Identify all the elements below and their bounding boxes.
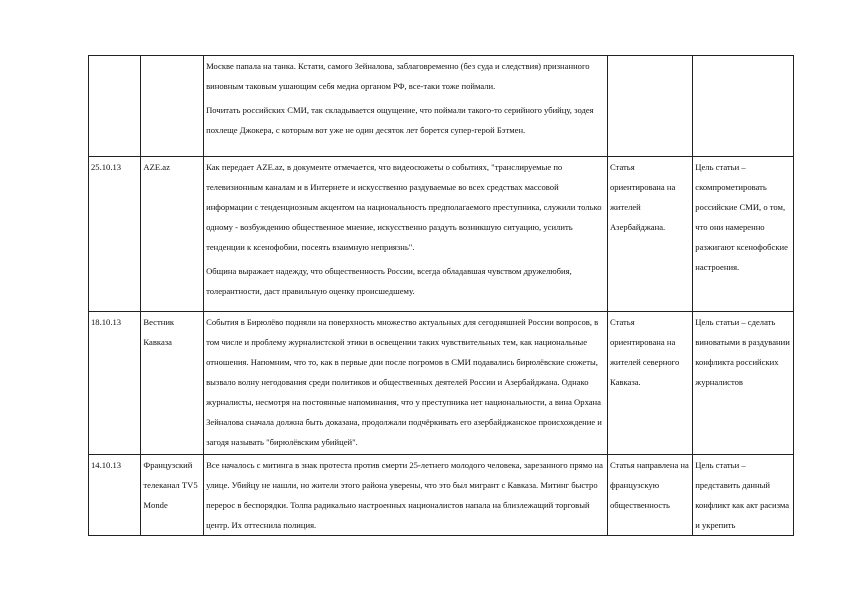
audience-cell: Статья ориентирована на жителей северного Кавказа. bbox=[607, 312, 692, 455]
text-cell bbox=[204, 157, 608, 312]
text-cell bbox=[204, 56, 608, 157]
date-cell bbox=[89, 56, 141, 157]
table-row bbox=[89, 455, 794, 536]
source-cell: Французский телеканал TV5 Monde bbox=[141, 455, 204, 536]
text-cell bbox=[204, 455, 608, 536]
audience-cell: Статья направлена на французскую общественность bbox=[607, 455, 692, 536]
text-paragraph: Община выражает надежду, что общественность России, всегда обладавшая чувством дружелюбия, толерантности, даст правильную оценку происшедшему. bbox=[206, 266, 572, 296]
table-row bbox=[89, 56, 794, 157]
text-paragraph: События в Бирюлёво подняли на поверхность множество актуальных для сегодняшней России вопросов, в том числе и проблему журналистской этики в освещении таких чувствительных тем, как национальные отношения. Напомним, что то, как в первые дни после погромов в СМИ подавались бирюлёвские сюжеты, вызвало волну негодования среди политиков и общественных деятелей России и Азербайджана. Однако журналисты, несмотря на постоянные напоминания, что у преступника нет национальности, а вина Орхана Зейналова сначала должна быть доказана, продолжали подчёркивать его азербайджанское происхождение и загодя называть "бирюлёвским убийцей". bbox=[206, 317, 602, 447]
table-row bbox=[89, 312, 794, 455]
goal-cell bbox=[693, 56, 794, 157]
text-paragraph: Москве папала на танка. Кстати, самого Зейналова, заблаговременно (без суда и следствия) признанного виновным таковым ушающим себя медиа органом РФ, все-таки тоже поймали. bbox=[206, 61, 590, 91]
date-cell: 25.10.13 bbox=[89, 157, 141, 312]
date-cell: 18.10.13 bbox=[89, 312, 141, 455]
source-cell: Вестник Кавказа bbox=[141, 312, 204, 455]
audience-cell bbox=[607, 56, 692, 157]
audience-cell: Статья ориентирована на жителей Азербайджана. bbox=[607, 157, 692, 312]
goal-cell: Цель статьи – представить данный конфликт как акт расизма и укрепить bbox=[693, 455, 794, 536]
table-row bbox=[89, 157, 794, 312]
goal-cell: Цель статьи – сделать виноватыми в раздувании конфликта российских журналистов bbox=[693, 312, 794, 455]
source-cell bbox=[141, 56, 204, 157]
source-cell: AZE.az bbox=[141, 157, 204, 312]
text-paragraph: Все началось с митинга в знак протеста против смерти 25-летнего молодого человека, зарезанного прямо на улице. Убийцу не нашли, но жители этого района уверены, что это был мигрант с Кавказа. Митинг быстро перерос в беспорядки. Толпа радикально настроенных националистов напала на близлежащий торговый центр. Их оттеснила полиция. bbox=[206, 460, 603, 530]
goal-cell: Цель статьи – скомпрометировать российские СМИ, о том, что они намеренно разжигают ксенофобские настроения. bbox=[693, 157, 794, 312]
text-paragraph: Почитать российских СМИ, так складывается ощущение, что поймали такого-то серийного убийцу, зодея похлеще Джокера, с которым вот уже не один десяток лет борется супер-герой Бэтмен. bbox=[206, 105, 594, 135]
text-cell bbox=[204, 312, 608, 455]
date-cell: 14.10.13 bbox=[89, 455, 141, 536]
text-paragraph: Как передает AZE.az, в документе отмечается, что видеосюжеты о событиях, "транслируемые по телевизионным каналам и в Интернете и искусственно раздуваемые во всех средствах массовой информации с тенденциозным акцентом на национальность предполагаемого преступника, служили только одному - возбуждению общественное мнение, искусственно раздуть возникшую ситуацию, усилить тенденции к ксенофобии, посеять взаимную неприязнь". bbox=[206, 162, 602, 252]
document-table bbox=[88, 55, 794, 536]
